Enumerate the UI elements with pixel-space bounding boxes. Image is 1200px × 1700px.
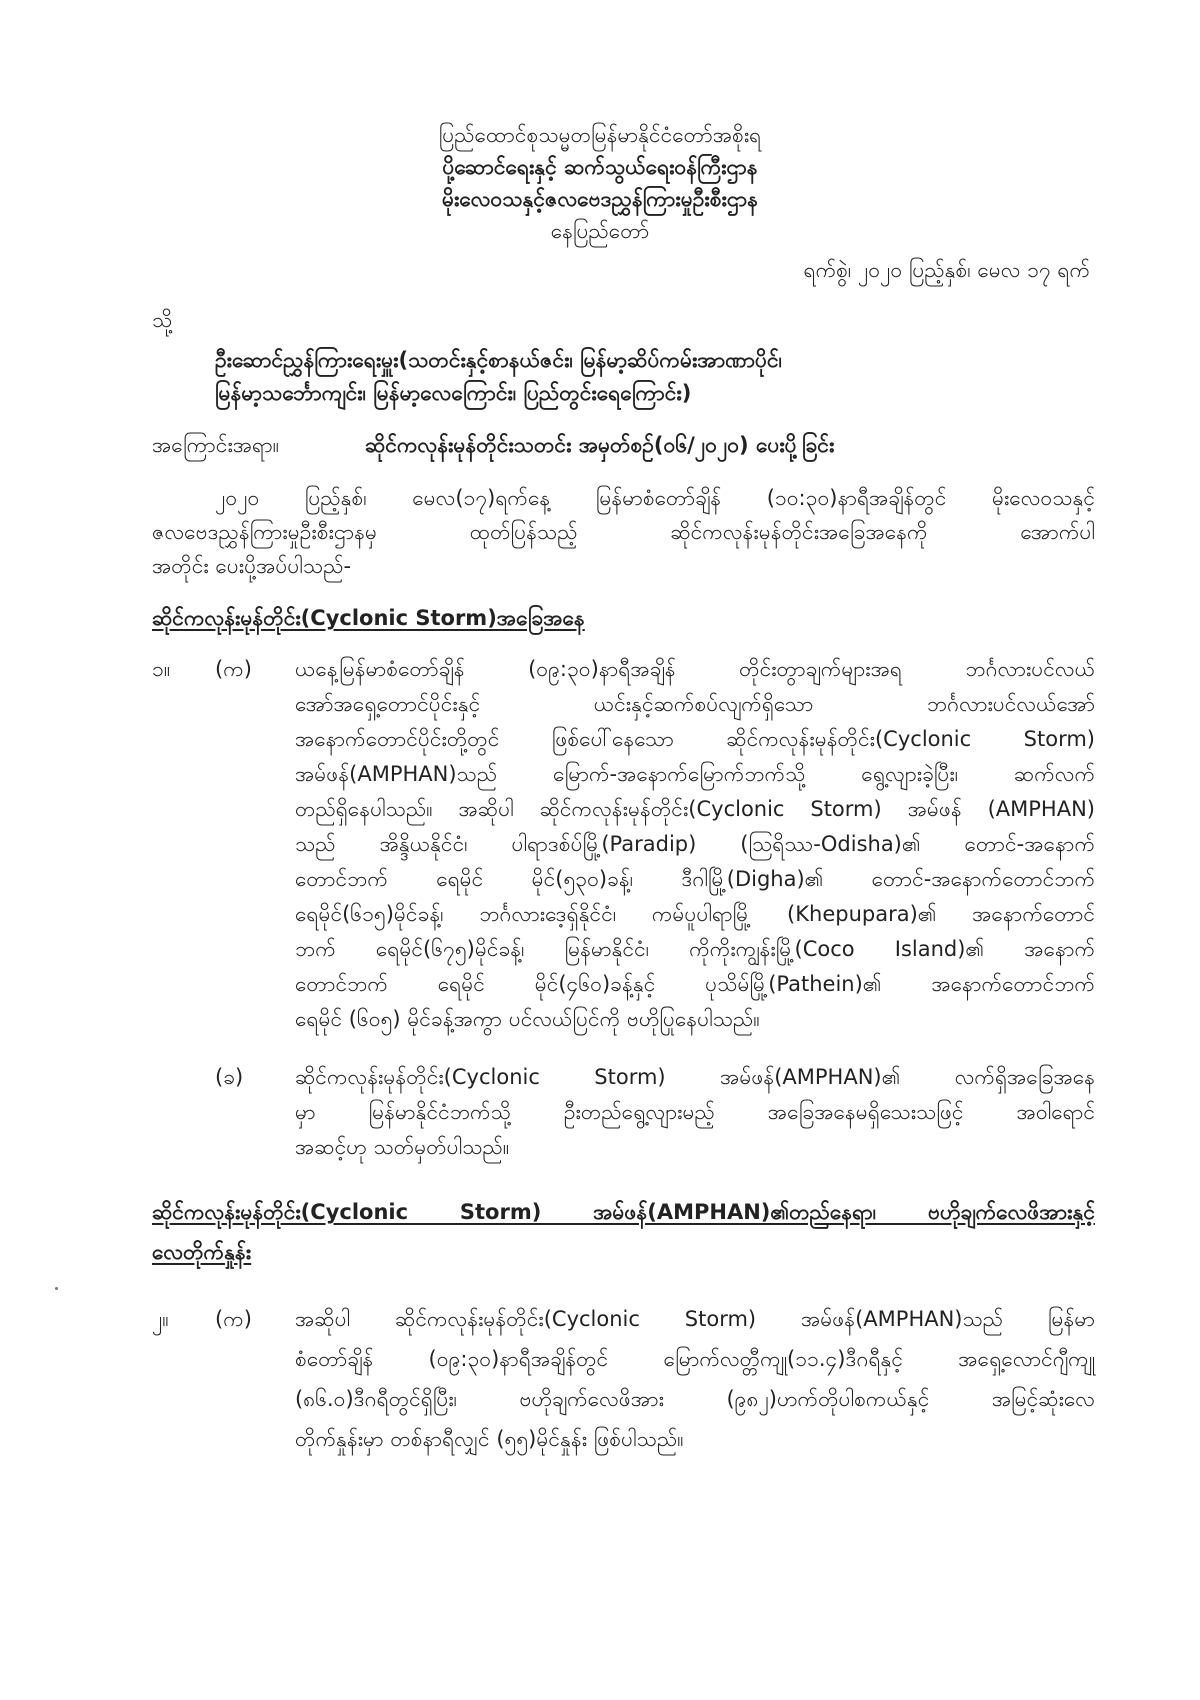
document-date: ရက်စွဲ၊ ၂၀၂၀ ပြည့်နှစ်၊ မေလ ၁၇ ရက် — [803, 258, 1090, 282]
item-1a-line: အနောက်တောင်ပိုင်းတို့တွင် ဖြစ်ပေါ်နေသော ဆိုင်ကလုန်းမုန်တိုင်း(Cyclonic Storm) — [295, 727, 1095, 751]
item-1b-line: အဆင့်ဟု သတ်မှတ်ပါသည်။ — [295, 1135, 510, 1159]
item-2a-line: အဆိုပါ ဆိုင်ကလုန်းမုန်တိုင်း(Cyclonic Storm) အမ်ဖန်(AMPHAN)သည် မြန်မာ — [295, 1307, 1095, 1331]
item-1a-line: ယနေ့မြန်မာစံတော်ချိန် (၀၉:၃၀)နာရီအချိန် တိုင်းတွာချက်များအရ ဘင်္ဂလားပင်လယ် — [295, 657, 1095, 681]
intro-line-1: ၂၀၂၀ ပြည့်နှစ်၊ မေလ(၁၇)ရက်နေ့ မြန်မာစံတော်ချိန် (၁၀:၃၀)နာရီအချိန်တွင် မိုးလေဝသနှင့် — [215, 486, 1095, 510]
item-1a-line: အမ်ဖန်(AMPHAN)သည် မြောက်-အနောက်မြောက်ဘက်သို့ ရွေ့လျားခဲ့ပြီး၊ ဆက်လက် — [295, 762, 1095, 786]
item-2a-line: (၈၆.၀)ဒီဂရီတွင်ရှိပြီး၊ ဗဟိုချက်လေဖိအား (၉၈၂)ဟက်တိုပါစကယ်နှင့် အမြင့်ဆုံးလေ — [295, 1387, 1095, 1411]
header-city: နေပြည်တော် — [550, 219, 650, 243]
item-1a-marker: (က) — [215, 657, 252, 681]
to-label: သို့ — [152, 308, 173, 332]
item-1a-line: ရေမိုင်(၆၁၅)မိုင်ခန့်၊ ဘင်္ဂလားဒေ့ရှ်နိုင်ငံ၊ ကမ်ပူပါရာမြို့ (Khepupara)၏ အနောက်တောင် — [295, 902, 1095, 926]
item-1a-line: တောင်ဘက် ရေမိုင် မိုင်(၄၆၀)ခန့်နှင့် ပုသိမ်မြို့(Pathein)၏ အနောက်တောင်ဘက် — [295, 972, 1095, 996]
header-ministry: ပို့ဆောင်ရေးနှင့် ဆက်သွယ်ရေးဝန်ကြီးဌာန — [442, 155, 758, 179]
header-government: ပြည်ထောင်စုသမ္မတမြန်မာနိုင်ငံတော်အစိုးရ — [438, 123, 762, 147]
item-1a-line: ဘက် ရေမိုင်(၆၇၅)မိုင်ခန့်၊ မြန်မာနိုင်ငံ၊ ကိုကိုးကျွန်းမြို့(Coco Island)၏ အနောက် — [295, 937, 1095, 961]
recipient-line-2: မြန်မာ့သင်္ဘောကျင်း၊ မြန်မာ့လေကြောင်း၊ ပြည်တွင်းရေကြောင်း) — [215, 381, 692, 405]
section-1-number: ၁။ — [152, 657, 171, 681]
item-2a-line: တိုက်နှုန်းမှာ တစ်နာရီလျှင် (၅၅)မိုင်နှုန်း ဖြစ်ပါသည်။ — [295, 1427, 684, 1451]
item-1b-line: ဆိုင်ကလုန်းမုန်တိုင်း(Cyclonic Storm) အမ်ဖန်(AMPHAN)၏ လက်ရှိအခြေအနေ — [295, 1065, 1095, 1089]
intro-line-2: ဇလဗေဒညွှန်ကြားမှုဦးစီးဌာနမှ ထုတ်ပြန်သည့် ဆိုင်ကလုန်းမုန်တိုင်းအခြေအနေကို အောက်ပါ — [152, 520, 1095, 544]
subject-label: အကြောင်းအရာ။ — [152, 433, 280, 457]
item-2a-marker: (က) — [215, 1307, 252, 1331]
header-department: မိုးလေဝသနှင့်ဇလဗေဒညွှန်ကြားမှုဦးစီးဌာန — [441, 187, 759, 211]
item-1a-line: တည်ရှိနေပါသည်။ အဆိုပါ ဆိုင်ကလုန်းမုန်တိုင်း(Cyclonic Storm) အမ်ဖန် (AMPHAN) — [295, 797, 1095, 821]
intro-line-3: အတိုင်း ပေးပို့အပ်ပါသည်- — [152, 554, 352, 578]
item-1b-line: မှာ မြန်မာနိုင်ငံဘက်သို့ ဦးတည်ရွေ့လျားမည့် အခြေအနေမရှိသေးသဖြင့် အဝါရောင် — [295, 1100, 1095, 1124]
section-2-number: ၂။ — [152, 1307, 169, 1331]
recipient-line-1: ဦးဆောင်ညွှန်ကြားရေးမှူး(သတင်းနှင့်စာနယ်ဇင်း၊ မြန်မာ့ဆိပ်ကမ်းအာဏာပိုင်၊ — [215, 348, 782, 372]
item-1a-line: သည် အိန္ဒိယနိုင်ငံ၊ ပါရာဒစ်ပ်မြို့(Paradip) (ဩရိဿ-Odisha)၏ တောင်-အနောက် — [295, 832, 1095, 856]
section-2-heading: ဆိုင်ကလုန်းမုန်တိုင်း(Cyclonic Storm) အမ်ဖန်(AMPHAN)၏တည်နေရာ၊ ဗဟိုချက်လေဖိအားနှင့် — [152, 1200, 1095, 1224]
item-2a-line: စံတော်ချိန် (၀၉:၃၀)နာရီအချိန်တွင် မြောက်လတ္တီကျု(၁၁.၄)ဒီဂရီနှင့် အရှေ့လောင်ဂျီကျု — [295, 1347, 1095, 1371]
item-1a-line: ရေမိုင် (၆၀၅) မိုင်ခန့်အကွာ ပင်လယ်ပြင်ကို ဗဟိုပြုနေပါသည်။ — [295, 1007, 760, 1031]
item-1a-line: အော်အရှေ့တောင်ပိုင်းနှင့် ယင်းနှင့်ဆက်စပ်လျက်ရှိသော ဘင်္ဂလားပင်လယ်အော် — [295, 692, 1095, 716]
section-2-heading: လေတိုက်နှုန်း — [152, 1240, 252, 1264]
scan-speck — [55, 1287, 58, 1290]
item-1b-marker: (ခ) — [215, 1065, 244, 1089]
section-1-heading: ဆိုင်ကလုန်းမုန်တိုင်း(Cyclonic Storm)အခြေအနေ — [152, 606, 585, 630]
item-1a-line: တောင်ဘက် ရေမိုင် မိုင်(၅၃၀)ခန့်၊ ဒီဂါမြို့(Digha)၏ တောင်-အနောက်တောင်ဘက် — [295, 867, 1095, 891]
subject-text: ဆိုင်ကလုန်းမုန်တိုင်းသတင်း အမှတ်စဉ်(၀၆/၂၀၂၀) ပေးပို့ခြင်း — [365, 433, 835, 457]
